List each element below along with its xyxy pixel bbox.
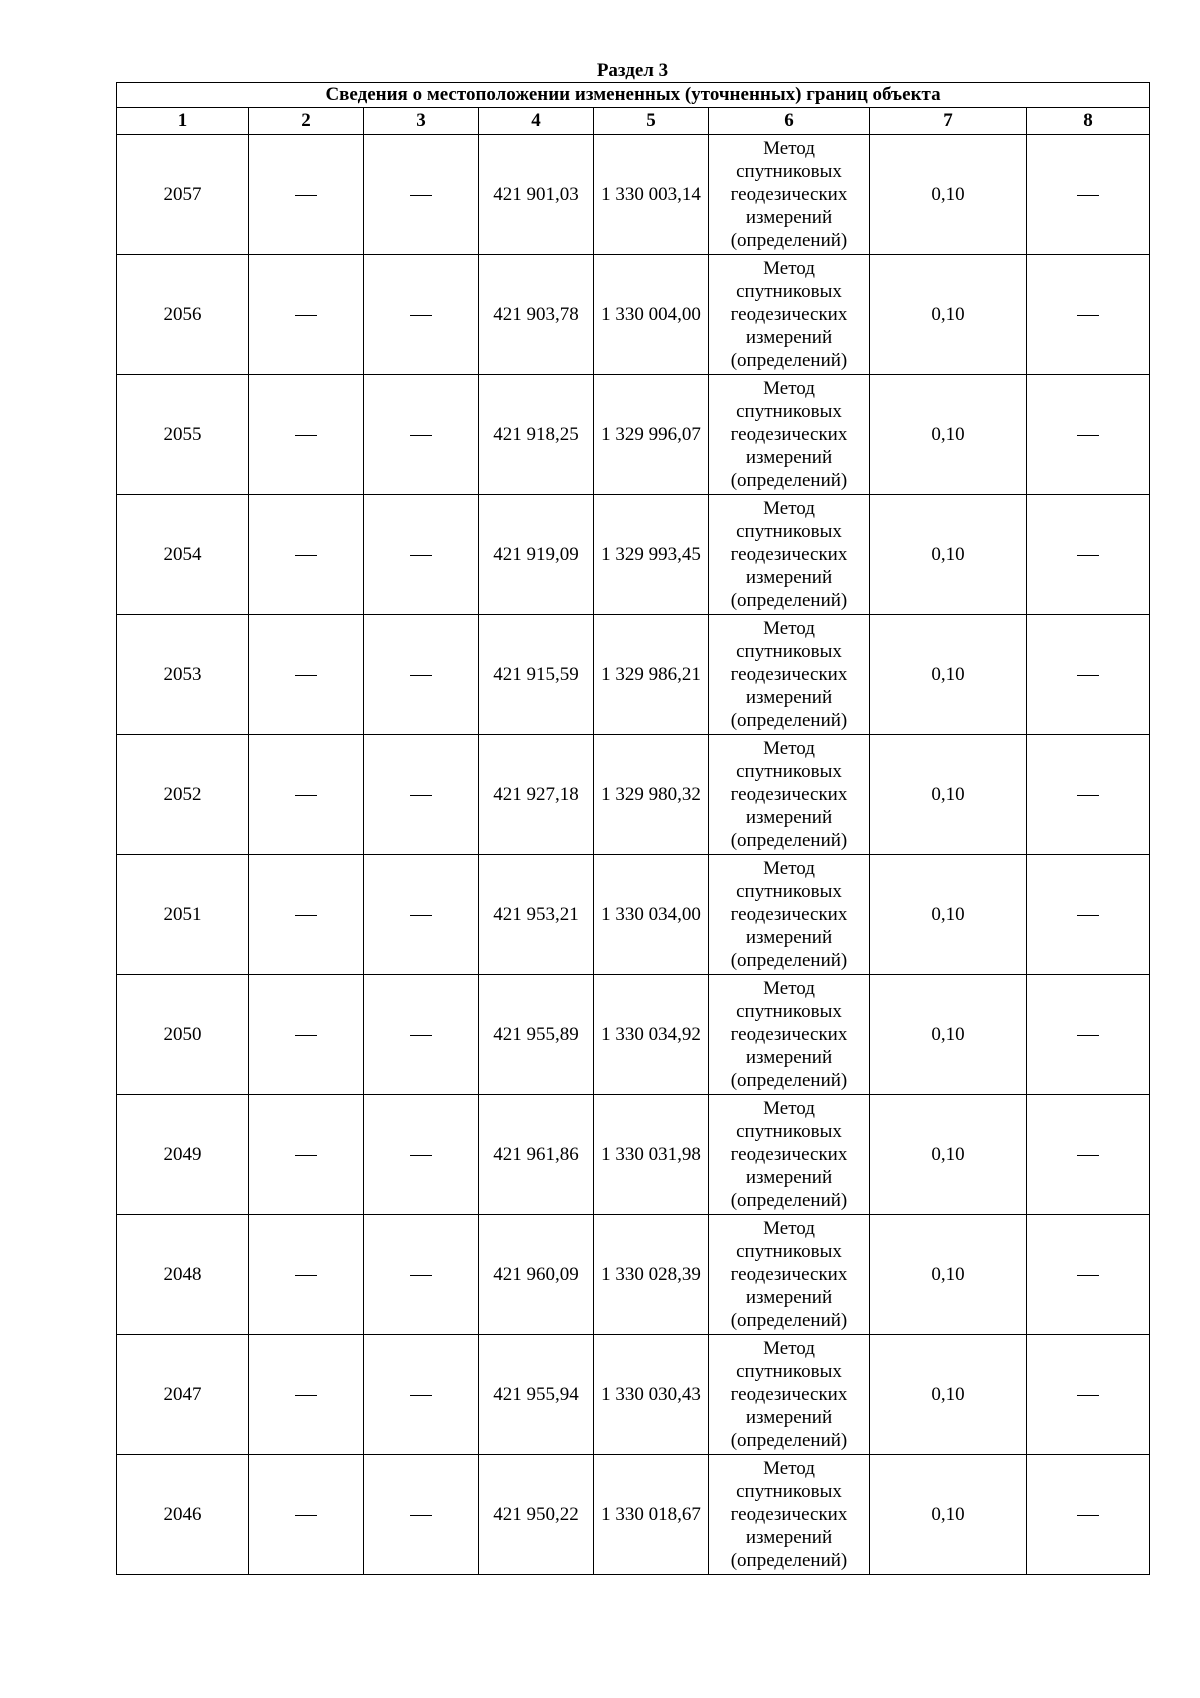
column-2-cell <box>249 1215 364 1335</box>
dash-mark <box>1077 555 1099 556</box>
table-row <box>117 615 1150 735</box>
point-number-cell: 2049 <box>117 1095 249 1215</box>
point-number-cell: 2055 <box>117 375 249 495</box>
y-coordinate-cell: 1 330 028,39 <box>594 1215 709 1335</box>
accuracy-cell: 0,10 <box>870 735 1027 855</box>
dash-mark <box>295 1515 317 1516</box>
method-line: спутниковых <box>736 281 842 302</box>
column-number-4: 4 <box>479 108 594 135</box>
x-coordinate-cell: 421 950,22 <box>479 1455 594 1575</box>
method-line: спутниковых <box>736 881 842 902</box>
column-8-cell <box>1027 975 1150 1095</box>
column-3-cell <box>364 615 479 735</box>
dash-mark <box>410 195 432 196</box>
column-3-cell <box>364 255 479 375</box>
accuracy-cell: 0,10 <box>870 1215 1027 1335</box>
column-number-2: 2 <box>249 108 364 135</box>
method-line: измерений <box>745 1527 833 1548</box>
column-number-3: 3 <box>364 108 479 135</box>
method-cell <box>709 735 870 855</box>
method-line: геодезических <box>730 1264 848 1285</box>
method-line: Метод <box>763 1458 815 1479</box>
method-line: геодезических <box>730 664 848 685</box>
column-2-cell <box>249 735 364 855</box>
column-number-7: 7 <box>870 108 1027 135</box>
dash-mark <box>410 1155 432 1156</box>
accuracy-cell: 0,10 <box>870 1335 1027 1455</box>
column-8-cell <box>1027 495 1150 615</box>
table-caption: Сведения о местоположении измененных (уточненных) границ объекта <box>117 83 1150 108</box>
column-3-cell <box>364 495 479 615</box>
x-coordinate-cell: 421 915,59 <box>479 615 594 735</box>
method-line: (определений) <box>730 1550 848 1571</box>
method-line: спутниковых <box>736 1481 842 1502</box>
point-number-cell: 2050 <box>117 975 249 1095</box>
method-line: геодезических <box>730 1384 848 1405</box>
column-3-cell <box>364 735 479 855</box>
method-line: (определений) <box>730 350 848 371</box>
method-line: измерений <box>745 1287 833 1308</box>
y-coordinate-cell: 1 330 018,67 <box>594 1455 709 1575</box>
y-coordinate-cell: 1 330 034,00 <box>594 855 709 975</box>
dash-mark <box>1077 1515 1099 1516</box>
dash-mark <box>1077 1155 1099 1156</box>
dash-mark <box>410 555 432 556</box>
dash-mark <box>1077 1035 1099 1036</box>
accuracy-cell: 0,10 <box>870 495 1027 615</box>
y-coordinate-cell: 1 330 034,92 <box>594 975 709 1095</box>
method-line: (определений) <box>730 950 848 971</box>
dash-mark <box>295 675 317 676</box>
column-2-cell <box>249 855 364 975</box>
column-2-cell <box>249 255 364 375</box>
column-3-cell <box>364 375 479 495</box>
x-coordinate-cell: 421 960,09 <box>479 1215 594 1335</box>
column-number-6: 6 <box>709 108 870 135</box>
table-row <box>117 495 1150 615</box>
method-line: Метод <box>763 498 815 519</box>
method-cell <box>709 855 870 975</box>
table-row <box>117 1335 1150 1455</box>
y-coordinate-cell: 1 329 993,45 <box>594 495 709 615</box>
dash-mark <box>410 435 432 436</box>
column-8-cell <box>1027 375 1150 495</box>
method-line: спутниковых <box>736 521 842 542</box>
column-3-cell <box>364 1215 479 1335</box>
column-number-1: 1 <box>117 108 249 135</box>
method-line: Метод <box>763 858 815 879</box>
method-cell <box>709 615 870 735</box>
method-cell <box>709 1455 870 1575</box>
method-line: Метод <box>763 978 815 999</box>
column-number-5: 5 <box>594 108 709 135</box>
column-3-cell <box>364 1095 479 1215</box>
dash-mark <box>410 315 432 316</box>
y-coordinate-cell: 1 330 030,43 <box>594 1335 709 1455</box>
dash-mark <box>1077 795 1099 796</box>
method-line: спутниковых <box>736 401 842 422</box>
x-coordinate-cell: 421 955,94 <box>479 1335 594 1455</box>
dash-mark <box>1077 915 1099 916</box>
method-line: (определений) <box>730 1310 848 1331</box>
table-row <box>117 1455 1150 1575</box>
dash-mark <box>410 1515 432 1516</box>
x-coordinate-cell: 421 955,89 <box>479 975 594 1095</box>
column-8-cell <box>1027 855 1150 975</box>
dash-mark <box>295 1155 317 1156</box>
x-coordinate-cell: 421 961,86 <box>479 1095 594 1215</box>
column-8-cell <box>1027 1455 1150 1575</box>
dash-mark <box>295 1395 317 1396</box>
method-line: Метод <box>763 1338 815 1359</box>
method-line: геодезических <box>730 784 848 805</box>
method-line: геодезических <box>730 1504 848 1525</box>
x-coordinate-cell: 421 918,25 <box>479 375 594 495</box>
method-cell <box>709 495 870 615</box>
method-line: геодезических <box>730 184 848 205</box>
dash-mark <box>1077 1275 1099 1276</box>
method-line: (определений) <box>730 710 848 731</box>
boundary-coordinates-table <box>116 82 1150 1575</box>
method-line: (определений) <box>730 1190 848 1211</box>
method-line: Метод <box>763 138 815 159</box>
accuracy-cell: 0,10 <box>870 375 1027 495</box>
table-row <box>117 975 1150 1095</box>
dash-mark <box>295 555 317 556</box>
method-line: геодезических <box>730 544 848 565</box>
method-line: измерений <box>745 327 833 348</box>
method-line: спутниковых <box>736 761 842 782</box>
column-2-cell <box>249 615 364 735</box>
method-line: измерений <box>745 207 833 228</box>
column-2-cell <box>249 1455 364 1575</box>
method-line: измерений <box>745 1167 833 1188</box>
method-line: спутниковых <box>736 161 842 182</box>
method-line: спутниковых <box>736 1001 842 1022</box>
column-2-cell <box>249 1335 364 1455</box>
method-line: (определений) <box>730 590 848 611</box>
column-2-cell <box>249 1095 364 1215</box>
method-line: измерений <box>745 807 833 828</box>
y-coordinate-cell: 1 330 031,98 <box>594 1095 709 1215</box>
dash-mark <box>410 795 432 796</box>
table-row <box>117 735 1150 855</box>
column-8-cell <box>1027 615 1150 735</box>
method-cell <box>709 135 870 255</box>
method-line: Метод <box>763 378 815 399</box>
dash-mark <box>295 195 317 196</box>
column-2-cell <box>249 975 364 1095</box>
method-line: (определений) <box>730 230 848 251</box>
accuracy-cell: 0,10 <box>870 855 1027 975</box>
dash-mark <box>410 1035 432 1036</box>
x-coordinate-cell: 421 919,09 <box>479 495 594 615</box>
method-cell <box>709 975 870 1095</box>
method-line: геодезических <box>730 1144 848 1165</box>
column-8-cell <box>1027 1215 1150 1335</box>
section-title: Раздел 3 <box>596 60 669 81</box>
table-body <box>117 135 1150 1575</box>
point-number-cell: 2052 <box>117 735 249 855</box>
method-line: измерений <box>745 927 833 948</box>
column-8-cell <box>1027 1095 1150 1215</box>
x-coordinate-cell: 421 953,21 <box>479 855 594 975</box>
method-line: Метод <box>763 738 815 759</box>
method-line: спутниковых <box>736 1241 842 1262</box>
column-number-8: 8 <box>1027 108 1150 135</box>
method-cell <box>709 1095 870 1215</box>
column-8-cell <box>1027 135 1150 255</box>
accuracy-cell: 0,10 <box>870 1095 1027 1215</box>
accuracy-cell: 0,10 <box>870 615 1027 735</box>
method-line: спутниковых <box>736 1121 842 1142</box>
point-number-cell: 2048 <box>117 1215 249 1335</box>
method-line: геодезических <box>730 1024 848 1045</box>
x-coordinate-cell: 421 927,18 <box>479 735 594 855</box>
accuracy-cell: 0,10 <box>870 135 1027 255</box>
y-coordinate-cell: 1 330 003,14 <box>594 135 709 255</box>
x-coordinate-cell: 421 901,03 <box>479 135 594 255</box>
dash-mark <box>1077 315 1099 316</box>
point-number-cell: 2053 <box>117 615 249 735</box>
dash-mark <box>1077 1395 1099 1396</box>
y-coordinate-cell: 1 329 986,21 <box>594 615 709 735</box>
accuracy-cell: 0,10 <box>870 975 1027 1095</box>
y-coordinate-cell: 1 329 996,07 <box>594 375 709 495</box>
column-8-cell <box>1027 1335 1150 1455</box>
dash-mark <box>1077 435 1099 436</box>
document-page <box>116 60 1149 1575</box>
table-row <box>117 255 1150 375</box>
method-line: Метод <box>763 1098 815 1119</box>
table-row <box>117 1215 1150 1335</box>
column-3-cell <box>364 135 479 255</box>
dash-mark <box>410 1275 432 1276</box>
method-line: Метод <box>763 1218 815 1239</box>
dash-mark <box>295 915 317 916</box>
table-row <box>117 855 1150 975</box>
method-line: геодезических <box>730 904 848 925</box>
dash-mark <box>295 315 317 316</box>
method-cell <box>709 375 870 495</box>
column-3-cell <box>364 1455 479 1575</box>
method-line: (определений) <box>730 830 848 851</box>
dash-mark <box>410 675 432 676</box>
column-8-cell <box>1027 255 1150 375</box>
x-coordinate-cell: 421 903,78 <box>479 255 594 375</box>
dash-mark <box>410 915 432 916</box>
method-line: измерений <box>745 1047 833 1068</box>
method-line: (определений) <box>730 1070 848 1091</box>
dash-mark <box>295 1035 317 1036</box>
column-2-cell <box>249 495 364 615</box>
method-cell <box>709 1335 870 1455</box>
table-row <box>117 1095 1150 1215</box>
point-number-cell: 2047 <box>117 1335 249 1455</box>
point-number-cell: 2057 <box>117 135 249 255</box>
point-number-cell: 2056 <box>117 255 249 375</box>
method-line: спутниковых <box>736 1361 842 1382</box>
column-3-cell <box>364 975 479 1095</box>
y-coordinate-cell: 1 330 004,00 <box>594 255 709 375</box>
dash-mark <box>1077 195 1099 196</box>
method-cell <box>709 255 870 375</box>
y-coordinate-cell: 1 329 980,32 <box>594 735 709 855</box>
dash-mark <box>295 1275 317 1276</box>
method-line: геодезических <box>730 424 848 445</box>
accuracy-cell: 0,10 <box>870 1455 1027 1575</box>
method-line: геодезических <box>730 304 848 325</box>
method-line: измерений <box>745 567 833 588</box>
point-number-cell: 2054 <box>117 495 249 615</box>
table-row <box>117 135 1150 255</box>
dash-mark <box>295 435 317 436</box>
method-line: (определений) <box>730 1430 848 1451</box>
method-line: (определений) <box>730 470 848 491</box>
column-3-cell <box>364 1335 479 1455</box>
method-line: спутниковых <box>736 641 842 662</box>
dash-mark <box>295 795 317 796</box>
column-8-cell <box>1027 735 1150 855</box>
method-line: Метод <box>763 258 815 279</box>
point-number-cell: 2046 <box>117 1455 249 1575</box>
dash-mark <box>1077 675 1099 676</box>
method-line: измерений <box>745 447 833 468</box>
method-line: измерений <box>745 687 833 708</box>
method-line: измерений <box>745 1407 833 1428</box>
table-row <box>117 375 1150 495</box>
accuracy-cell: 0,10 <box>870 255 1027 375</box>
method-line: Метод <box>763 618 815 639</box>
method-cell <box>709 1215 870 1335</box>
column-3-cell <box>364 855 479 975</box>
column-2-cell <box>249 135 364 255</box>
column-number-row <box>117 108 1150 135</box>
dash-mark <box>410 1395 432 1396</box>
point-number-cell: 2051 <box>117 855 249 975</box>
column-2-cell <box>249 375 364 495</box>
